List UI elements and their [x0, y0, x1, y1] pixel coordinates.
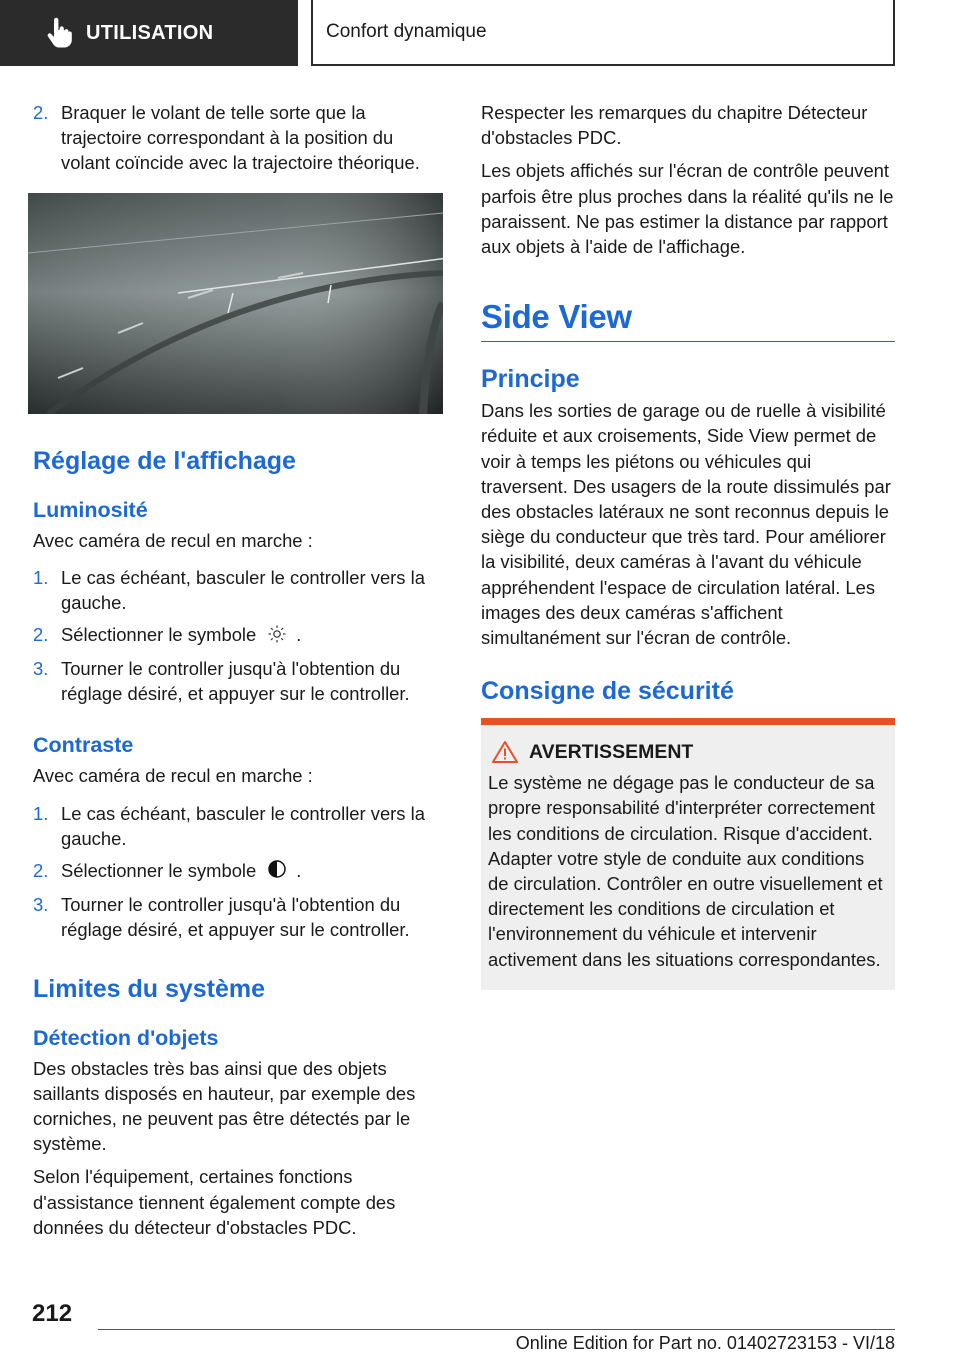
step-number: 2.: [33, 859, 49, 881]
subheading-contrast: Contraste: [33, 733, 134, 758]
left-column: [33, 100, 443, 1248]
footer-divider: [98, 1329, 895, 1330]
brightness-steps: [33, 565, 443, 707]
distance-warning-paragraph: Les objets affichés sur l'écran de contrôle peuvent parfois être plus proches dans la réalité qu'ils ne le paraissent. Ne pas estimer la distance par rapport aux objets à l'aide de l'affichage.: [481, 160, 894, 258]
page-header: [0, 0, 960, 66]
list-item: [33, 892, 443, 942]
step-text: Sélectionner le symbole: [61, 859, 257, 881]
step-number: 3.: [33, 657, 49, 679]
page-number: 212: [32, 1300, 73, 1327]
list-item: [33, 100, 443, 176]
subheading-brightness: Luminosité: [33, 497, 148, 522]
step-number: 1.: [33, 802, 49, 824]
section-heading-limits: Limites du système: [33, 974, 266, 1003]
chapter-tab: [311, 0, 895, 66]
warning-accent-bar: [481, 718, 895, 725]
hand-pointer-icon: [42, 16, 76, 50]
step-text: Sélectionner le symbole: [61, 624, 257, 646]
step-list-top: [33, 100, 443, 176]
step-number: 1.: [33, 566, 49, 588]
warning-triangle-icon: [491, 740, 519, 764]
contrast-icon: [264, 859, 290, 885]
detection-paragraph-1: Des obstacles très bas ainsi que des objets saillants disposés en hauteur, par exemple des corniches, ne peuvent pas être détectés par le système.: [33, 1057, 416, 1155]
right-column: [481, 100, 895, 990]
list-item: [33, 656, 443, 706]
pdc-reference-paragraph: Respecter les remarques du chapitre Détecteur d'obstacles PDC.: [481, 102, 868, 149]
warning-text: Le système ne dégage pas le conducteur de sa propre responsabilité d'interpréter correctement les conditions de circulation. Risque d'accident. Adapter votre style de conduite aux conditions de circulation. Contrôler en outre visuellement et directement les conditions de circulation et l'environnement du véhicule et intervenir activement dans les situations correspondantes.: [488, 772, 883, 970]
brightness-intro: Avec caméra de recul en marche :: [33, 529, 313, 551]
warning-box: [481, 718, 895, 990]
section-tab: [0, 0, 298, 66]
contrast-steps: [33, 801, 443, 943]
step-number: 2.: [33, 624, 49, 646]
contrast-intro: Avec caméra de recul en marche :: [33, 765, 313, 787]
step-text: Tourner le controller jusqu'à l'obtention du réglage désiré, et appuyer sur le controller.: [61, 657, 410, 705]
step-number: 3.: [33, 894, 49, 916]
footer-edition: Online Edition for Part no. 01402723153 - VI/18: [515, 1333, 895, 1353]
sun-icon: [264, 624, 290, 649]
list-item: [33, 801, 443, 851]
list-item: [33, 565, 443, 615]
section-heading-safety: Consigne de sécurité: [481, 677, 734, 706]
list-item: [33, 622, 443, 649]
list-item: [33, 858, 443, 885]
section-heading-principle: Principe: [481, 365, 580, 394]
principle-paragraph: Dans les sorties de garage ou de ruelle à visibilité réduite et aux croisements, Side View permet de voir à temps les piétons ou véhicules qui traversent. Des usagers de la route dissimulés par des obstacles latéraux ne sont reconnus depuis le siège du conducteur que très tard. Pour améliorer la visibilité, deux caméras à l'avant du véhicule appréhendent l'espace de circulation latéral. Les images des deux caméras s'affichent simultanément sur l'écran de contrôle.: [481, 400, 891, 649]
step-text-end: .: [296, 624, 302, 646]
subheading-object-detection: Détection d'objets: [33, 1025, 219, 1050]
step-text: Le cas échéant, basculer le controller vers la gauche.: [61, 566, 425, 614]
section-heading-display-settings: Réglage de l'affichage: [33, 446, 296, 475]
warning-title: [488, 740, 887, 764]
step-number: 2.: [33, 102, 49, 123]
rear-camera-image: [28, 193, 443, 414]
section-title: UTILISATION: [86, 21, 214, 44]
step-text-end: .: [296, 859, 302, 881]
step-text: Le cas échéant, basculer le controller vers la gauche.: [61, 802, 425, 849]
step-text: Braquer le volant de telle sorte que la trajectoire correspondant à la position du volant coïncide avec la trajectoire théorique.: [61, 102, 420, 174]
chapter-title: Confort dynamique: [326, 21, 487, 42]
detection-paragraph-2: Selon l'équipement, certaines fonctions d'assistance tiennent également compte des données du détecteur d'obstacles PDC.: [33, 1166, 396, 1238]
step-text: Tourner le controller jusqu'à l'obtention du réglage désiré, et appuyer sur le controller.: [61, 894, 410, 941]
chapter-heading-side-view: Side View: [481, 298, 632, 336]
warning-title-text: AVERTISSEMENT: [529, 740, 694, 763]
